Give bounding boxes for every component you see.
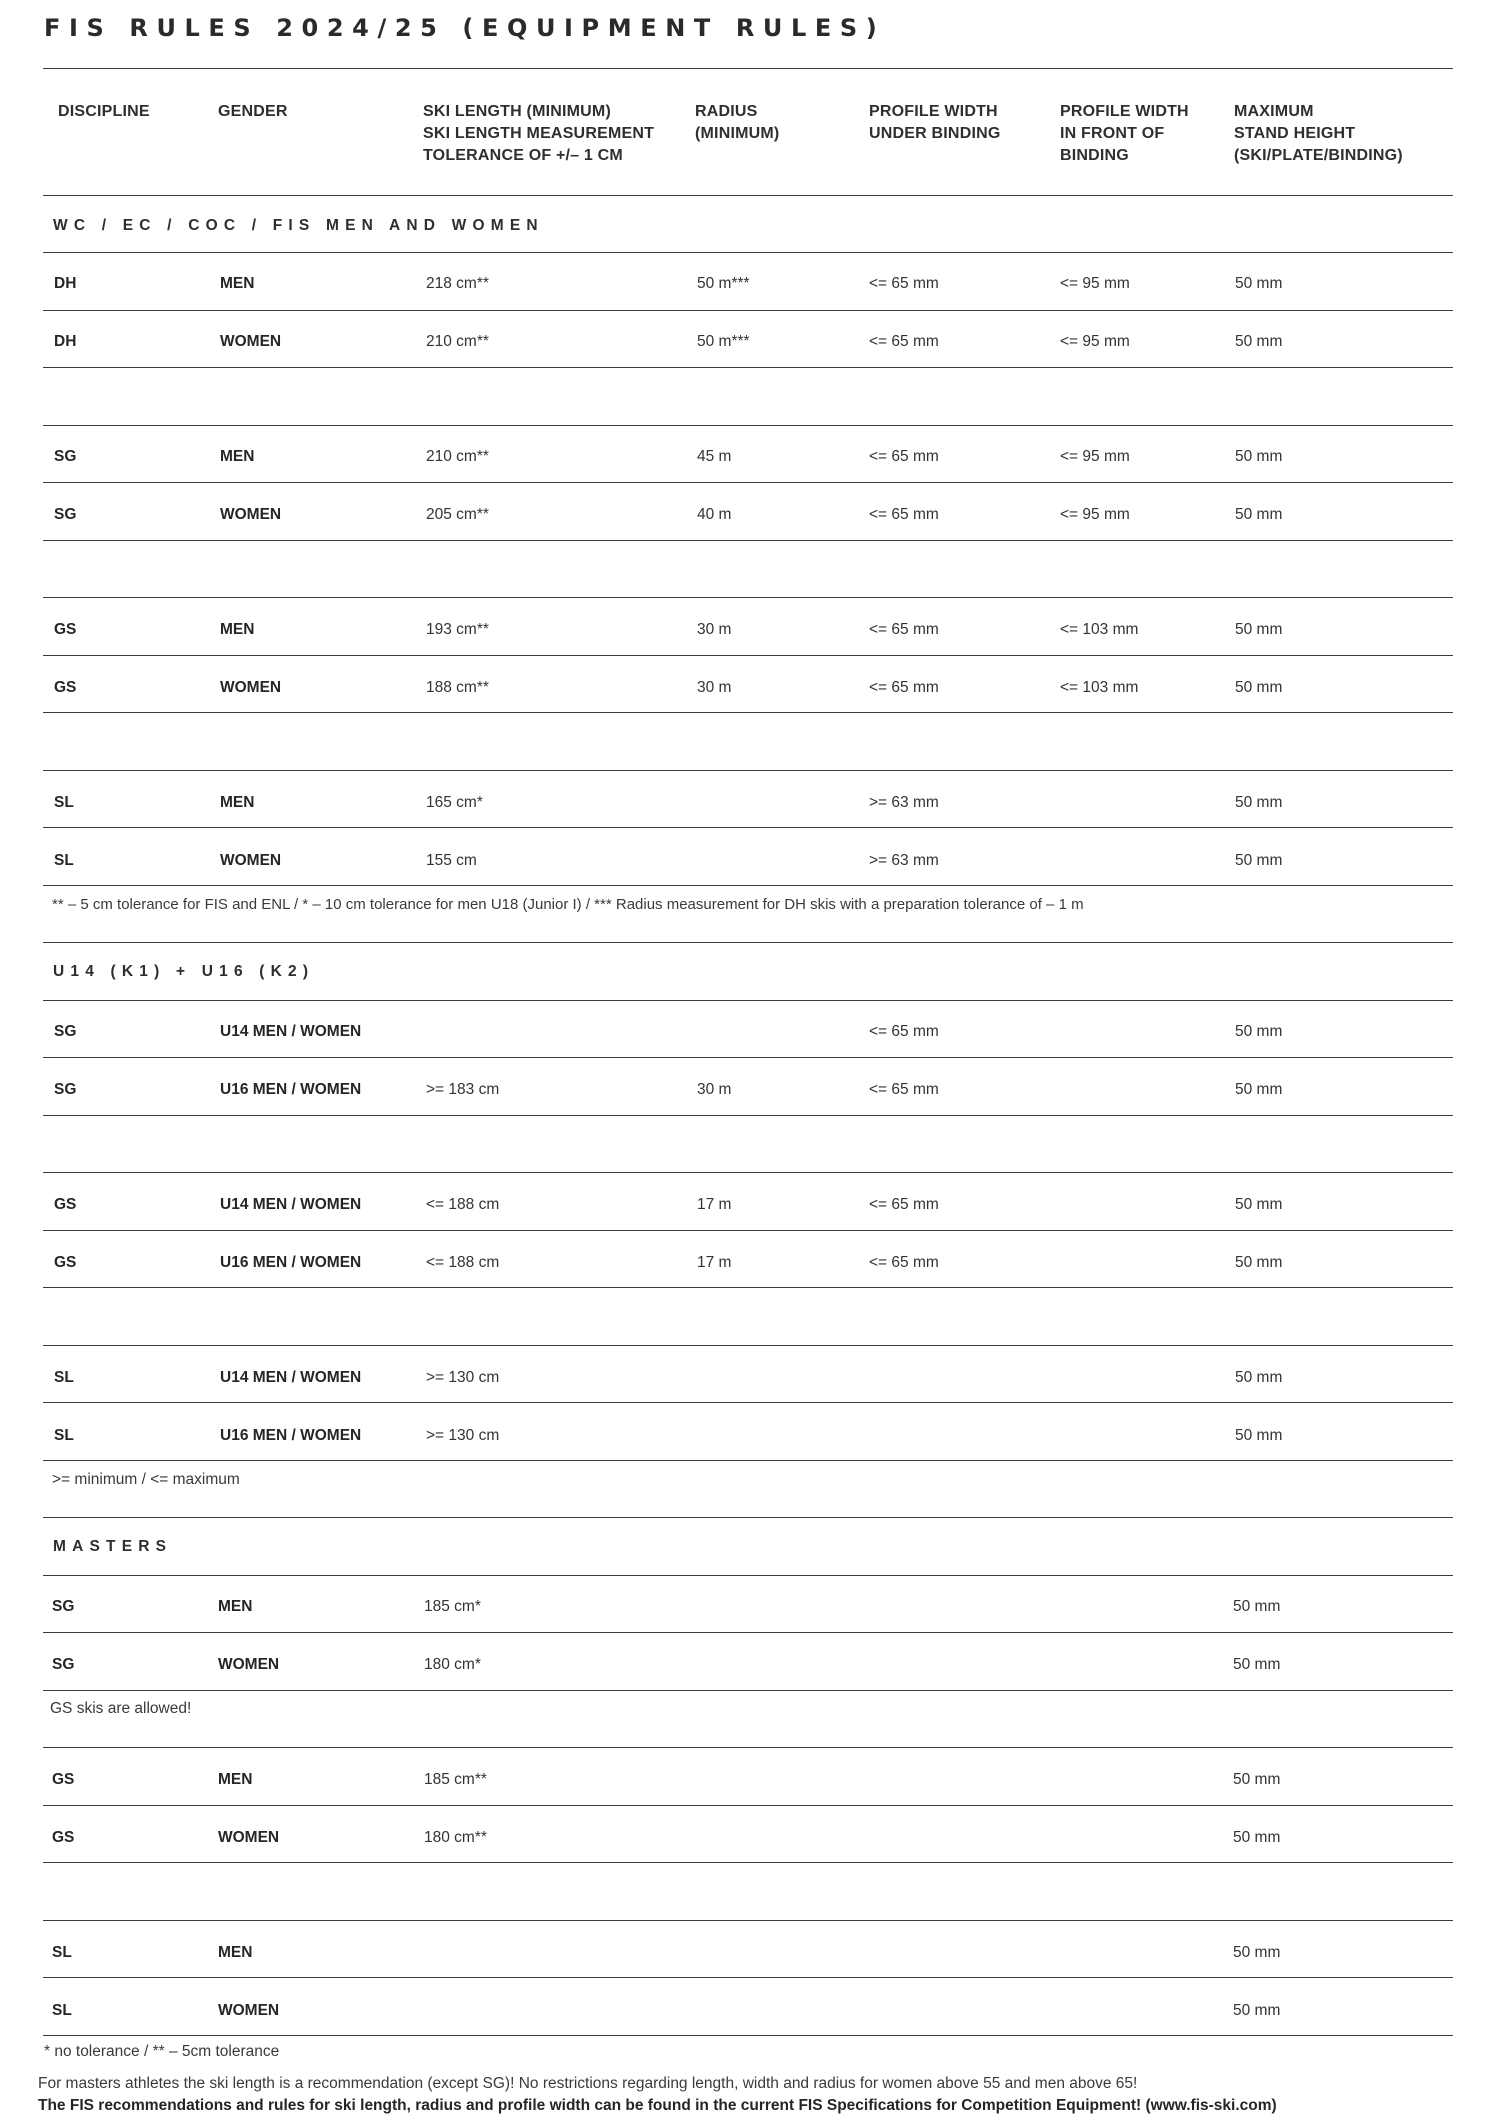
table-row bbox=[43, 1023, 1453, 1043]
table-row bbox=[43, 275, 1453, 295]
cell-ski-length: 188 cm** bbox=[426, 679, 489, 696]
footnote-masters-tolerance: * no tolerance / ** – 5cm tolerance bbox=[44, 2043, 280, 2060]
cell-ski-length: 185 cm** bbox=[424, 1771, 487, 1788]
header-discipline: DISCIPLINE bbox=[58, 103, 150, 120]
cell-gender: MEN bbox=[220, 275, 255, 292]
cell-radius: 45 m bbox=[697, 448, 732, 465]
cell-discipline: GS bbox=[52, 1829, 75, 1846]
cell-stand-height: 50 mm bbox=[1235, 852, 1283, 869]
cell-stand-height: 50 mm bbox=[1235, 1254, 1283, 1271]
cell-discipline: SL bbox=[54, 794, 74, 811]
table-row bbox=[43, 679, 1453, 699]
table-row bbox=[43, 794, 1453, 814]
cell-stand-height: 50 mm bbox=[1235, 1369, 1283, 1386]
table-divider bbox=[43, 1517, 1453, 1518]
cell-stand-height: 50 mm bbox=[1233, 1829, 1281, 1846]
table-divider bbox=[43, 482, 1453, 483]
table-divider bbox=[43, 1057, 1453, 1058]
cell-discipline: DH bbox=[54, 275, 77, 292]
cell-radius: 30 m bbox=[697, 1081, 732, 1098]
cell-gender: U16 MEN / WOMEN bbox=[220, 1427, 362, 1444]
cell-ski-length: >= 130 cm bbox=[426, 1369, 500, 1386]
cell-gender: WOMEN bbox=[220, 852, 282, 869]
cell-ski-length: <= 188 cm bbox=[426, 1254, 500, 1271]
cell-discipline: GS bbox=[54, 1196, 77, 1213]
cell-radius: 17 m bbox=[697, 1254, 732, 1271]
table-divider bbox=[43, 1690, 1453, 1691]
cell-stand-height: 50 mm bbox=[1235, 506, 1283, 523]
table-row bbox=[43, 333, 1453, 353]
cell-ski-length: 185 cm* bbox=[424, 1598, 481, 1615]
table-row bbox=[43, 1944, 1453, 1964]
cell-discipline: SL bbox=[54, 1427, 74, 1444]
cell-ski-length: 210 cm** bbox=[426, 448, 489, 465]
footnote-min-max: >= minimum / <= maximum bbox=[52, 1471, 240, 1488]
cell-ski-length: 210 cm** bbox=[426, 333, 489, 350]
cell-stand-height: 50 mm bbox=[1233, 1944, 1281, 1961]
cell-discipline: SG bbox=[54, 506, 77, 523]
cell-discipline: SG bbox=[52, 1656, 75, 1673]
table-row bbox=[43, 1427, 1453, 1447]
note-gs-skis-allowed: GS skis are allowed! bbox=[50, 1700, 192, 1717]
cell-stand-height: 50 mm bbox=[1235, 333, 1283, 350]
table-divider bbox=[43, 1977, 1453, 1978]
cell-ski-length: 155 cm bbox=[426, 852, 477, 869]
cell-radius: 50 m*** bbox=[697, 275, 750, 292]
section-masters: MASTERS bbox=[53, 1538, 173, 1555]
cell-profile-under-binding: <= 65 mm bbox=[869, 1023, 939, 1040]
section-u14-u16: U14 (K1) + U16 (K2) bbox=[53, 963, 315, 980]
cell-profile-under-binding: >= 63 mm bbox=[869, 794, 939, 811]
cell-profile-under-binding: <= 65 mm bbox=[869, 1081, 939, 1098]
table-divider bbox=[43, 597, 1453, 598]
cell-profile-under-binding: <= 65 mm bbox=[869, 333, 939, 350]
cell-ski-length: 218 cm** bbox=[426, 275, 489, 292]
table-divider bbox=[43, 1805, 1453, 1806]
table-divider bbox=[43, 1287, 1453, 1288]
table-row bbox=[43, 621, 1453, 641]
cell-discipline: SL bbox=[52, 2002, 72, 2019]
table-divider bbox=[43, 1402, 1453, 1403]
cell-discipline: DH bbox=[54, 333, 77, 350]
cell-gender: MEN bbox=[218, 1944, 253, 1961]
footnote-wc-tolerance: ** – 5 cm tolerance for FIS and ENL / * – 10 cm tolerance for men U18 (Junior I) / *** Radius measurement for DH skis with a preparation tolerance of – 1 m bbox=[52, 896, 1084, 913]
table-divider bbox=[43, 655, 1453, 656]
cell-gender: WOMEN bbox=[218, 1656, 280, 1673]
cell-stand-height: 50 mm bbox=[1235, 1196, 1283, 1213]
cell-discipline: GS bbox=[54, 1254, 77, 1271]
table-row bbox=[43, 1656, 1453, 1676]
header-profile-front-binding: PROFILE WIDTH IN FRONT OF BINDING bbox=[1060, 103, 1189, 164]
cell-stand-height: 50 mm bbox=[1235, 275, 1283, 292]
cell-stand-height: 50 mm bbox=[1235, 679, 1283, 696]
cell-profile-under-binding: >= 63 mm bbox=[869, 852, 939, 869]
cell-ski-length: <= 188 cm bbox=[426, 1196, 500, 1213]
cell-stand-height: 50 mm bbox=[1235, 1081, 1283, 1098]
cell-ski-length: 205 cm** bbox=[426, 506, 489, 523]
header-ski-length: SKI LENGTH (MINIMUM) SKI LENGTH MEASUREMENT TOLERANCE OF +/– 1 CM bbox=[423, 103, 655, 164]
cell-radius: 50 m*** bbox=[697, 333, 750, 350]
table-divider bbox=[43, 1460, 1453, 1461]
cell-stand-height: 50 mm bbox=[1233, 1656, 1281, 1673]
cell-profile-front-binding: <= 95 mm bbox=[1060, 333, 1130, 350]
table-divider bbox=[43, 827, 1453, 828]
cell-ski-length: 180 cm* bbox=[424, 1656, 481, 1673]
cell-stand-height: 50 mm bbox=[1235, 1023, 1283, 1040]
cell-gender: WOMEN bbox=[220, 679, 282, 696]
table-divider bbox=[43, 885, 1453, 886]
table-row bbox=[43, 506, 1453, 526]
cell-profile-front-binding: <= 95 mm bbox=[1060, 275, 1130, 292]
cell-gender: MEN bbox=[220, 448, 255, 465]
table-row bbox=[43, 1829, 1453, 1849]
cell-profile-under-binding: <= 65 mm bbox=[869, 1196, 939, 1213]
section-wc-ec-coc: WC / EC / COC / FIS MEN AND WOMEN bbox=[53, 217, 544, 234]
table-divider bbox=[43, 310, 1453, 311]
cell-profile-under-binding: <= 65 mm bbox=[869, 1254, 939, 1271]
footnote-fis-specifications: The FIS recommendations and rules for ski length, radius and profile width can be found in the current FIS Specifications for Competition Equipment! (www.fis-ski.com) bbox=[38, 2097, 1277, 2114]
cell-gender: U14 MEN / WOMEN bbox=[220, 1023, 362, 1040]
cell-ski-length: >= 130 cm bbox=[426, 1427, 500, 1444]
cell-profile-front-binding: <= 95 mm bbox=[1060, 506, 1130, 523]
table-divider bbox=[43, 1920, 1453, 1921]
cell-discipline: SG bbox=[54, 448, 77, 465]
cell-radius: 17 m bbox=[697, 1196, 732, 1213]
table-row bbox=[43, 1771, 1453, 1791]
table-row bbox=[43, 2002, 1453, 2022]
cell-profile-under-binding: <= 65 mm bbox=[869, 506, 939, 523]
table-divider bbox=[43, 1230, 1453, 1231]
header-profile-under-binding: PROFILE WIDTH UNDER BINDING bbox=[869, 103, 1001, 142]
cell-discipline: GS bbox=[52, 1771, 75, 1788]
header-radius: RADIUS (MINIMUM) bbox=[695, 103, 780, 142]
cell-stand-height: 50 mm bbox=[1233, 1598, 1281, 1615]
table-divider bbox=[43, 770, 1453, 771]
cell-radius: 30 m bbox=[697, 679, 732, 696]
cell-discipline: SG bbox=[54, 1023, 77, 1040]
table-divider bbox=[43, 195, 1453, 196]
cell-stand-height: 50 mm bbox=[1233, 2002, 1281, 2019]
cell-gender: U16 MEN / WOMEN bbox=[220, 1081, 362, 1098]
table-divider bbox=[43, 540, 1453, 541]
header-stand-height: MAXIMUM STAND HEIGHT (SKI/PLATE/BINDING) bbox=[1234, 103, 1403, 164]
cell-gender: WOMEN bbox=[218, 1829, 280, 1846]
cell-profile-under-binding: <= 65 mm bbox=[869, 621, 939, 638]
table-divider bbox=[43, 1575, 1453, 1576]
cell-stand-height: 50 mm bbox=[1235, 1427, 1283, 1444]
cell-ski-length: 180 cm** bbox=[424, 1829, 487, 1846]
cell-gender: MEN bbox=[220, 621, 255, 638]
cell-discipline: SL bbox=[52, 1944, 72, 1961]
cell-discipline: SL bbox=[54, 852, 74, 869]
table-divider bbox=[43, 1862, 1453, 1863]
cell-ski-length: 165 cm* bbox=[426, 794, 483, 811]
table-divider bbox=[43, 1345, 1453, 1346]
cell-profile-under-binding: <= 65 mm bbox=[869, 275, 939, 292]
cell-profile-front-binding: <= 95 mm bbox=[1060, 448, 1130, 465]
cell-stand-height: 50 mm bbox=[1235, 448, 1283, 465]
table-divider bbox=[43, 1000, 1453, 1001]
table-row bbox=[43, 1369, 1453, 1389]
title-divider bbox=[43, 68, 1453, 69]
cell-profile-under-binding: <= 65 mm bbox=[869, 679, 939, 696]
cell-gender: WOMEN bbox=[220, 506, 282, 523]
table-divider bbox=[43, 2035, 1453, 2036]
cell-discipline: SG bbox=[54, 1081, 77, 1098]
cell-discipline: SG bbox=[52, 1598, 75, 1615]
cell-discipline: SL bbox=[54, 1369, 74, 1386]
cell-gender: MEN bbox=[218, 1771, 253, 1788]
table-row bbox=[43, 852, 1453, 872]
cell-profile-front-binding: <= 103 mm bbox=[1060, 621, 1139, 638]
table-row bbox=[43, 1254, 1453, 1274]
cell-discipline: GS bbox=[54, 621, 77, 638]
table-divider bbox=[43, 1747, 1453, 1748]
table-divider bbox=[43, 1172, 1453, 1173]
cell-gender: WOMEN bbox=[218, 2002, 280, 2019]
cell-gender: MEN bbox=[218, 1598, 253, 1615]
cell-gender: U16 MEN / WOMEN bbox=[220, 1254, 362, 1271]
page-title: FIS RULES 2024/25 (EQUIPMENT RULES) bbox=[44, 14, 886, 42]
cell-gender: MEN bbox=[220, 794, 255, 811]
cell-gender: WOMEN bbox=[220, 333, 282, 350]
cell-gender: U14 MEN / WOMEN bbox=[220, 1196, 362, 1213]
cell-ski-length: 193 cm** bbox=[426, 621, 489, 638]
table-row bbox=[43, 448, 1453, 468]
table-divider bbox=[43, 942, 1453, 943]
table-row bbox=[43, 1081, 1453, 1101]
cell-radius: 30 m bbox=[697, 621, 732, 638]
table-divider bbox=[43, 367, 1453, 368]
cell-stand-height: 50 mm bbox=[1233, 1771, 1281, 1788]
cell-profile-under-binding: <= 65 mm bbox=[869, 448, 939, 465]
footnote-masters-recommendation: For masters athletes the ski length is a recommendation (except SG)! No restrictions regarding length, width and radius for women above 55 and men above 65! bbox=[38, 2075, 1138, 2092]
header-gender: GENDER bbox=[218, 103, 288, 120]
table-row bbox=[43, 1196, 1453, 1216]
cell-ski-length: >= 183 cm bbox=[426, 1081, 500, 1098]
cell-gender: U14 MEN / WOMEN bbox=[220, 1369, 362, 1386]
table-divider bbox=[43, 1115, 1453, 1116]
table-row bbox=[43, 1598, 1453, 1618]
table-divider bbox=[43, 425, 1453, 426]
table-divider bbox=[43, 712, 1453, 713]
cell-stand-height: 50 mm bbox=[1235, 794, 1283, 811]
table-divider bbox=[43, 252, 1453, 253]
table-divider bbox=[43, 1632, 1453, 1633]
cell-discipline: GS bbox=[54, 679, 77, 696]
cell-stand-height: 50 mm bbox=[1235, 621, 1283, 638]
cell-profile-front-binding: <= 103 mm bbox=[1060, 679, 1139, 696]
cell-radius: 40 m bbox=[697, 506, 732, 523]
